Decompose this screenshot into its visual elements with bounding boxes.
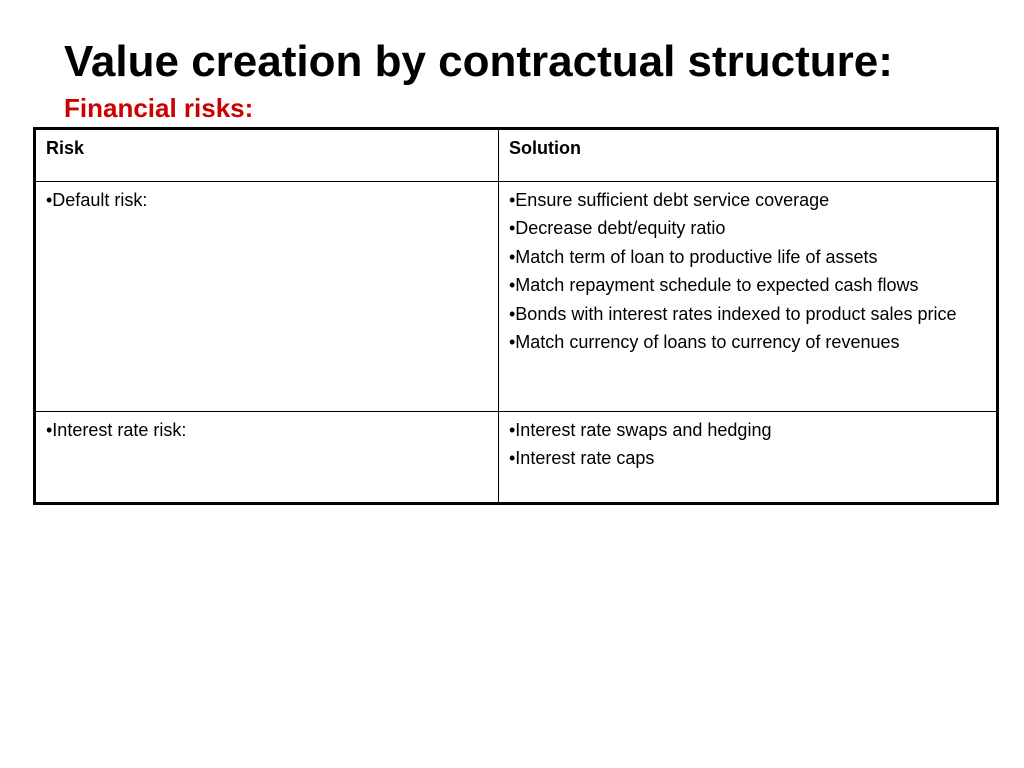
table-row	[35, 182, 998, 412]
header-solution: Solution	[499, 129, 998, 182]
solution-cell	[499, 412, 998, 504]
table-row	[35, 412, 998, 504]
solution-item: •Match repayment schedule to expected cash flows	[509, 275, 919, 296]
slide-subtitle: Financial risks:	[64, 93, 254, 123]
solution-item: •Ensure sufficient debt service coverage	[509, 190, 830, 210]
solution-item: •Interest rate caps	[509, 448, 655, 469]
table-header-row	[35, 129, 998, 182]
solution-item: •Bonds with interest rates indexed to product sales price	[509, 303, 957, 324]
solution-item: •Match term of loan to productive life of assets	[509, 246, 878, 267]
solution-item: •Interest rate swaps and hedging	[509, 420, 772, 440]
slide-title: Value creation by contractual structure:	[64, 37, 893, 86]
risk-cell: •Default risk:	[35, 182, 499, 412]
solution-list	[509, 419, 986, 471]
solution-item: •Match currency of loans to currency of revenues	[509, 331, 900, 352]
solution-item: •Decrease debt/equity ratio	[509, 218, 726, 239]
risk-solution-table	[33, 127, 999, 505]
risk-cell: •Interest rate risk:	[35, 412, 499, 504]
header-risk: Risk	[35, 129, 499, 182]
solution-list	[509, 189, 986, 354]
solution-cell	[499, 182, 998, 412]
